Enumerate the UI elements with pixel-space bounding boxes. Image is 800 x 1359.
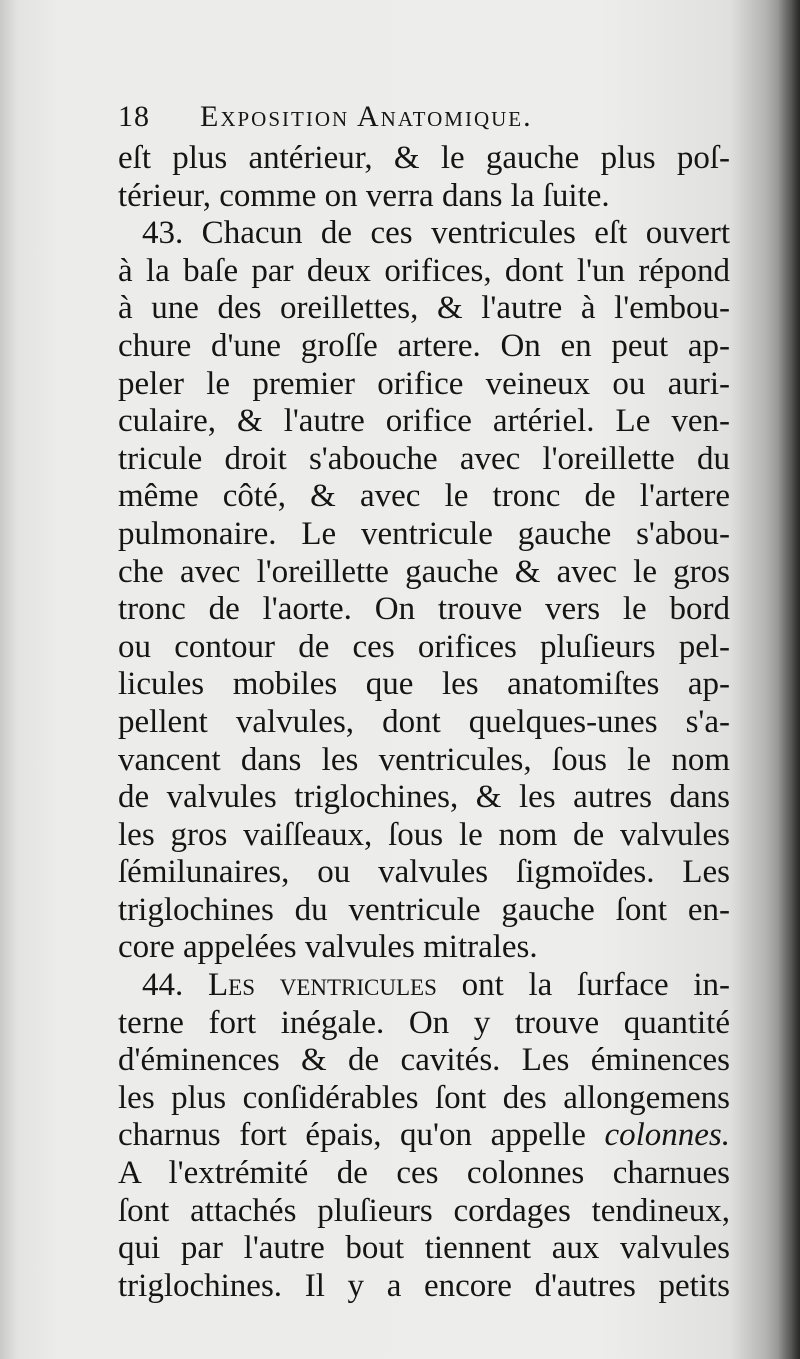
text-line: triglochines. Il y a encore d'autres petits (118, 1267, 730, 1304)
text-line: d'éminences & de cavités. Les éminences (118, 1042, 730, 1079)
text-line: peler le premier orifice veineux ou auri- (118, 365, 730, 402)
body-text (118, 140, 730, 1305)
paragraph-43-start: 43. Chacun de ces ventricules eſt ouvert (142, 215, 730, 252)
text-line: térieur, comme on verra dans la ſuite. (118, 177, 610, 214)
text-line: pulmonaire. Le ventricule gauche s'abou- (118, 515, 730, 552)
text-line: vancent dans les ventricules, ſous le nom (118, 741, 730, 778)
text-line: ſont attachés pluſieurs cordages tendineux, (118, 1192, 730, 1229)
text-line-with-italic (118, 1117, 730, 1155)
text-line: ou contour de ces orifices pluſieurs pel- (118, 628, 730, 665)
text-line: chure d'une groſſe artere. On en peut ap- (118, 327, 730, 364)
text-line: triglochines du ventricule gauche ſont en- (118, 891, 730, 928)
italic-term: colonnes. (604, 1117, 730, 1154)
running-title: Exposition Anatomique. (200, 100, 533, 133)
text-line: à une des oreillettes, & l'autre à l'embou- (118, 290, 730, 327)
text-line: les gros vaiſſeaux, ſous le nom de valvules (118, 816, 730, 853)
text-line: même côté, & avec le tronc de l'artere (118, 478, 730, 515)
text-line: core appelées valvules mitrales. (118, 929, 538, 966)
text-line: che avec l'oreillette gauche & avec le gros (118, 553, 730, 590)
text-line: qui par l'autre bout tiennent aux valvules (118, 1230, 730, 1267)
text-line: de valvules triglochines, & les autres dans (118, 779, 730, 816)
line-remainder: ont la ſurface in- (436, 967, 730, 1004)
smallcaps-phrase: Les ventricules (207, 967, 437, 1004)
paragraph-44-start (118, 967, 730, 1005)
text-line: terne fort inégale. On y trouve quantité (118, 1004, 730, 1041)
text-line: ſémilunaires, ou valvules ſigmoïdes. Les (118, 854, 730, 891)
line-main: charnus fort épais, qu'on appelle (118, 1117, 605, 1154)
text-line: tronc de l'aorte. On trouve vers le bord (118, 591, 730, 628)
text-line: A l'extrémité de ces colonnes charnues (118, 1155, 730, 1192)
text-line: à la baſe par deux orifices, dont l'un répond (118, 252, 730, 289)
page-number: 18 (118, 100, 150, 133)
text-line: tricule droit s'abouche avec l'oreillette du (118, 440, 730, 477)
page-gutter-shadow (778, 0, 800, 1359)
text-line: licules mobiles que les anatomiſtes ap- (118, 666, 730, 703)
text-line: pellent valvules, dont quelques-unes s'a- (118, 703, 730, 740)
text-line: les plus conſidérables ſont des allongemens (118, 1079, 730, 1116)
text-line: eſt plus antérieur, & le gauche plus poſ- (118, 140, 730, 176)
text-line: culaire, & l'autre orifice artériel. Le ven- (118, 403, 730, 440)
paragraph-number: 44. (142, 967, 208, 1004)
